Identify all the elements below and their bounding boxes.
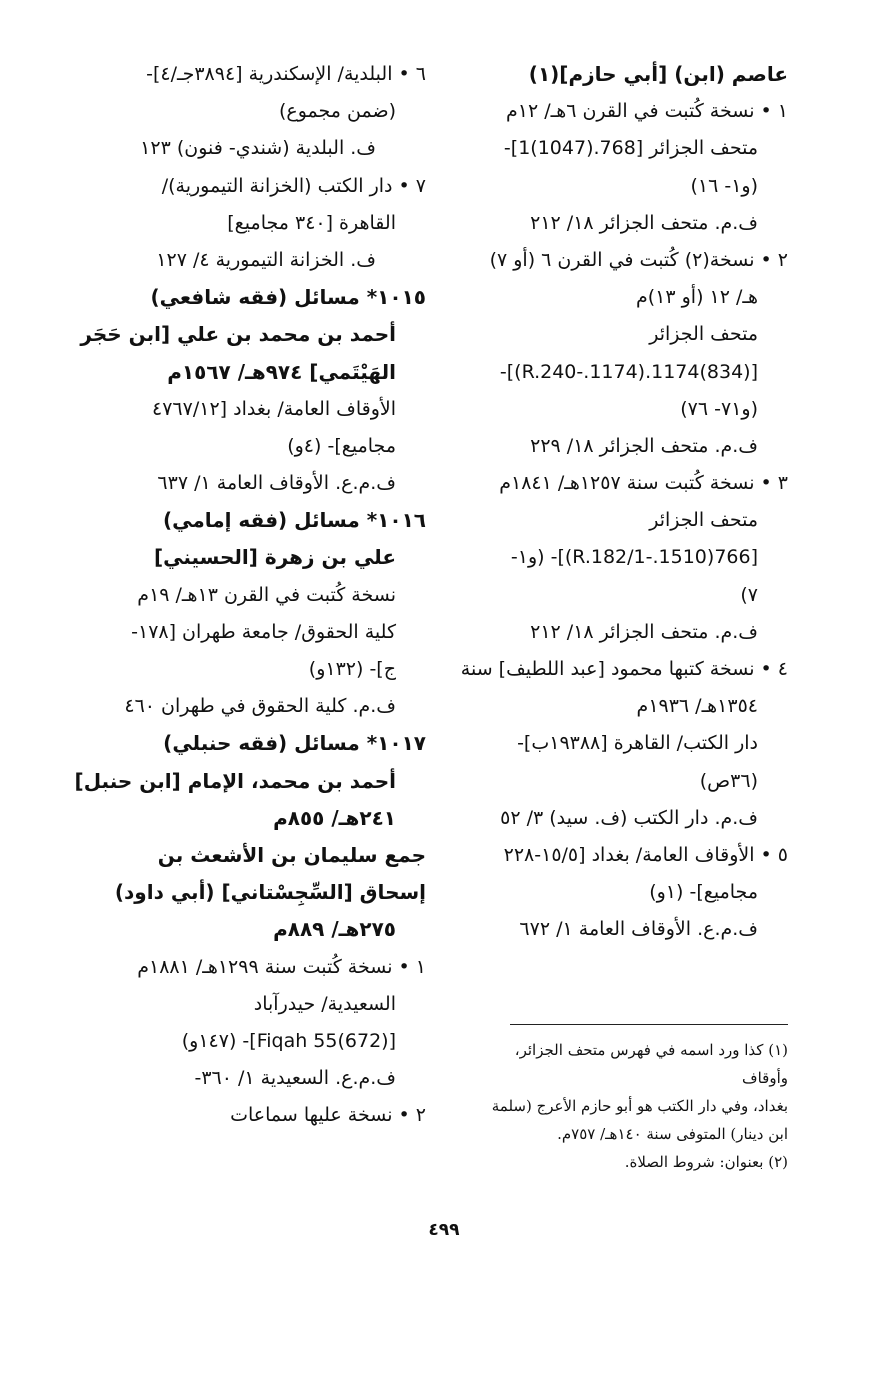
left-column-line: ٢٤١هـ/ ٨٥٥م [273,805,396,830]
right-column-line: ٥ • الأوقاف العامة/ بغداد [١٥/٥-٢٢٨ [503,843,788,866]
left-column-line: ٦ • البلدية/ الإسكندرية [٣٨٩٤جـ/٤]- [146,63,426,85]
left-column-line: أحمد بن محمد، الإمام [ابن حنبل] [74,768,396,793]
right-column-line: ١ • نسخة كُتبت في القرن ٦هـ/ ١٢م [506,100,788,123]
left-column-line: الأوقاف العامة/ بغداد [٤٧٦٧/١٢ [152,397,396,420]
left-column-line: ١٠١٥* مسائل (فقه شافعي) [150,285,426,310]
left-column-line: علي بن زهرة [الحسيني] [153,545,396,570]
left-column-line: جمع سليمان بن الأشعث بن [157,842,426,867]
right-column-line: [766(1510.-R.182/1)]- (و١- [510,546,758,569]
right-column-line: ف.م. دار الكتب (ف. سيد) ٣/ ٥٢ [500,806,758,829]
left-column-line: ف.م. كلية الحقوق في طهران ٤٦٠ [124,695,396,718]
left-column-line: ج]- (١٣٢و) [308,658,396,680]
right-column-line: ٢ • نسخة(٢) كُتبت في القرن ٦ (أو ٧) [489,248,788,271]
right-column-line: ٣ • نسخة كُتبت سنة ١٢٥٧هـ/ ١٨٤١م [499,472,788,495]
page-number: ٤٩٩ [428,1220,460,1240]
left-column-line: السعيدية/ حيدرآباد [253,992,396,1015]
left-column-line: نسخة كُتبت في القرن ١٣هـ/ ١٩م [137,583,396,606]
left-column-line: ١٠١٦* مسائل (فقه إمامي) [162,508,426,533]
left-column-line: كلية الحقوق/ جامعة طهران [١٧٨- [131,620,396,643]
footnotes [483,1036,788,1176]
right-column-line: هـ/ ١٢ (أو ١٣)م [635,286,758,309]
left-column-line: مجاميع]- (٤و) [287,434,396,457]
left-column-line: ف.م.ع. السعيدية ١/ ٣٦٠- [194,1067,396,1090]
right-column-line: ٤ • نسخة كتبها محمود [عبد اللطيف] سنة [460,658,788,680]
left-column-line: إسحاق [السِّجِسْتاني] (أبي داود) [114,880,426,905]
right-column-line: عاصم (ابن) [أبي حازم](١) [528,62,788,86]
left-column-line: (ضمن مجموع) [278,100,396,123]
left-column-line: ف. الخزانة التيمورية ٤/ ١٢٧ [156,248,376,271]
right-column-line: متحف الجزائر [768.(1047)1]- [503,137,758,160]
left-column-line: ف.م.ع. الأوقاف العامة ١/ ٦٣٧ [157,472,396,495]
right-column-line: مجاميع]- (١و) [649,881,758,904]
left-column-line: ف. البلدية (شندي- فنون) ١٢٣ [140,137,376,160]
right-column-line: ١٣٥٤هـ/ ١٩٣٦م [636,695,758,718]
left-column-line: ١ • نسخة كُتبت سنة ١٢٩٩هـ/ ١٨٨١م [137,955,426,978]
left-column-line: الهَيْتَمي] ٩٧٤هـ/ ١٥٦٧م [167,359,396,384]
right-column-line: متحف الجزائر [649,323,758,346]
right-column-line: [(834)1174.(1174.-R.240)]- [499,360,758,383]
left-column-line: أحمد بن محمد بن علي [ابن حَجَر [80,322,396,347]
right-column-line: (٣٦ص) [699,769,758,792]
left-column-line: ٧ • دار الكتب (الخزانة التيمورية)/ [161,174,426,197]
right-column-line: دار الكتب/ القاهرة [١٩٣٨٨ب]- [517,732,758,755]
right-column [460,56,788,949]
footnote-line: ابن دينار) المتوفى سنة ١٤٠هـ/ ٧٥٧م. [557,1125,788,1143]
left-column-line: القاهرة [٣٤٠ مجاميع] [227,211,396,234]
right-column-line: ف.م. متحف الجزائر ١٨/ ٢١٢ [530,620,758,643]
left-column-line: ٢ • نسخة عليها سماعات [230,1104,426,1127]
right-column-line: متحف الجزائر [649,509,758,532]
right-column-line: ٧) [740,583,758,606]
left-column-line: [(672)Fiqah 55]- (١٤٧و) [181,1029,396,1052]
footnote-line: (٢) بعنوان: شروط الصلاة. [624,1153,788,1171]
right-column-line: (و١- ١٦) [690,174,758,197]
left-column-line: ١٠١٧* مسائل (فقه حنبلي) [163,731,426,756]
footnote-separator [510,1024,788,1025]
right-column-line: ف.م. متحف الجزائر ١٨/ ٢٢٩ [530,434,758,457]
right-column-line: ف.م. متحف الجزائر ١٨/ ٢١٢ [530,211,758,234]
left-column-line: ٢٧٥هـ/ ٨٨٩م [273,917,396,942]
footnote-line: بغداد، وفي دار الكتب هو أبو حازم الأعرج (سلمة [491,1097,788,1115]
footnote-line: (١) كذا ورد اسمه في فهرس متحف الجزائر، وأوقاف [514,1041,788,1087]
left-column [74,56,426,1134]
right-column-line: ف.م.ع. الأوقاف العامة ١/ ٦٧٢ [519,918,758,941]
right-column-line: (و٧١- ٧٦) [680,397,758,420]
